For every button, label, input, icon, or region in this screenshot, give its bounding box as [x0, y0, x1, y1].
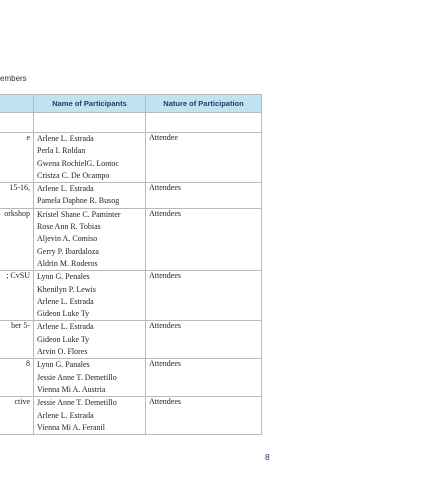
activity-cell: ber 5- — [0, 321, 34, 359]
participants-cell — [34, 133, 146, 183]
participant-name: Arlene L. Estrada — [37, 322, 94, 332]
activity-cell: ctive — [0, 397, 34, 435]
nature-cell: Attendees — [146, 271, 262, 321]
activity-cell: ; CvSU — [0, 271, 34, 321]
participant-name: Gwena RochielG. Lontoc — [37, 158, 119, 168]
participant-name: Aldrin M. Roderos — [37, 258, 98, 268]
participants-cell — [34, 359, 146, 397]
participant-name: Perla I. Roldan — [37, 146, 86, 156]
activity-cell: 15-16, — [0, 183, 34, 209]
participant-name: Arlene L. Estrada — [37, 134, 94, 143]
participant-name: Lynn G. Panales — [37, 360, 90, 370]
activity-cell: e — [0, 133, 34, 183]
participant-name: Pamela Daphne R. Busog — [37, 196, 120, 206]
nature-cell: Attendees — [146, 183, 262, 209]
blank-row — [0, 113, 262, 133]
table-row — [0, 321, 262, 359]
table-header-row — [0, 95, 262, 113]
participants-cell — [34, 397, 146, 435]
nature-cell: Attendee — [146, 133, 262, 183]
participant-name: Arlene L. Estrada — [37, 410, 94, 420]
participant-name: Gideon Luke Ty — [37, 309, 90, 319]
participant-name: Arlene L. Estrada — [37, 184, 94, 194]
participant-name: Lynn G. Penales — [37, 272, 90, 282]
nature-cell: Attendees — [146, 208, 262, 270]
participant-name: Arlene L. Estrada — [37, 296, 94, 306]
table-row — [0, 271, 262, 321]
participant-name: Cristza C. De Ocampo — [37, 170, 110, 180]
table-row — [0, 208, 262, 270]
participant-name: Vienna Mi A. Feranil — [37, 422, 105, 432]
participant-name: Rose Ann R. Tobias — [37, 222, 101, 232]
nature-cell: Attendees — [146, 359, 262, 397]
participants-cell — [34, 271, 146, 321]
table-row — [0, 183, 262, 209]
participants-table — [0, 94, 262, 435]
table-body — [0, 113, 262, 435]
participant-name: Khenilyn P. Lewis — [37, 284, 96, 294]
page-number: 8 — [265, 452, 270, 462]
participants-cell — [34, 321, 146, 359]
table-row — [0, 133, 262, 183]
participant-name: Gideon Luke Ty — [37, 334, 90, 344]
nature-cell: Attendees — [146, 397, 262, 435]
header-participants: Name of Participants — [34, 95, 146, 113]
participant-name: Jessie Anne T. Demetillo — [37, 372, 117, 382]
nature-cell: Attendees — [146, 321, 262, 359]
activity-cell: 8 — [0, 359, 34, 397]
table-row — [0, 359, 262, 397]
participant-name: Aljevin A. Comiso — [37, 234, 98, 244]
participant-name: Jessie Anne T. Demetillo — [37, 398, 117, 408]
participant-name: Gerry P. Ibardaloza — [37, 246, 99, 256]
activity-cell: orkshop — [0, 208, 34, 270]
participants-cell — [34, 183, 146, 209]
table-row — [0, 397, 262, 435]
header-activity — [0, 95, 34, 113]
participants-cell — [34, 208, 146, 270]
participant-name: Kristel Shane C. Paminter — [37, 209, 121, 219]
header-nature: Nature of Participation — [146, 95, 262, 113]
participant-name: Vienna Mi A. Austria — [37, 384, 106, 394]
section-label: embers — [0, 74, 27, 83]
participant-name: Arvin O. Flores — [37, 347, 88, 357]
